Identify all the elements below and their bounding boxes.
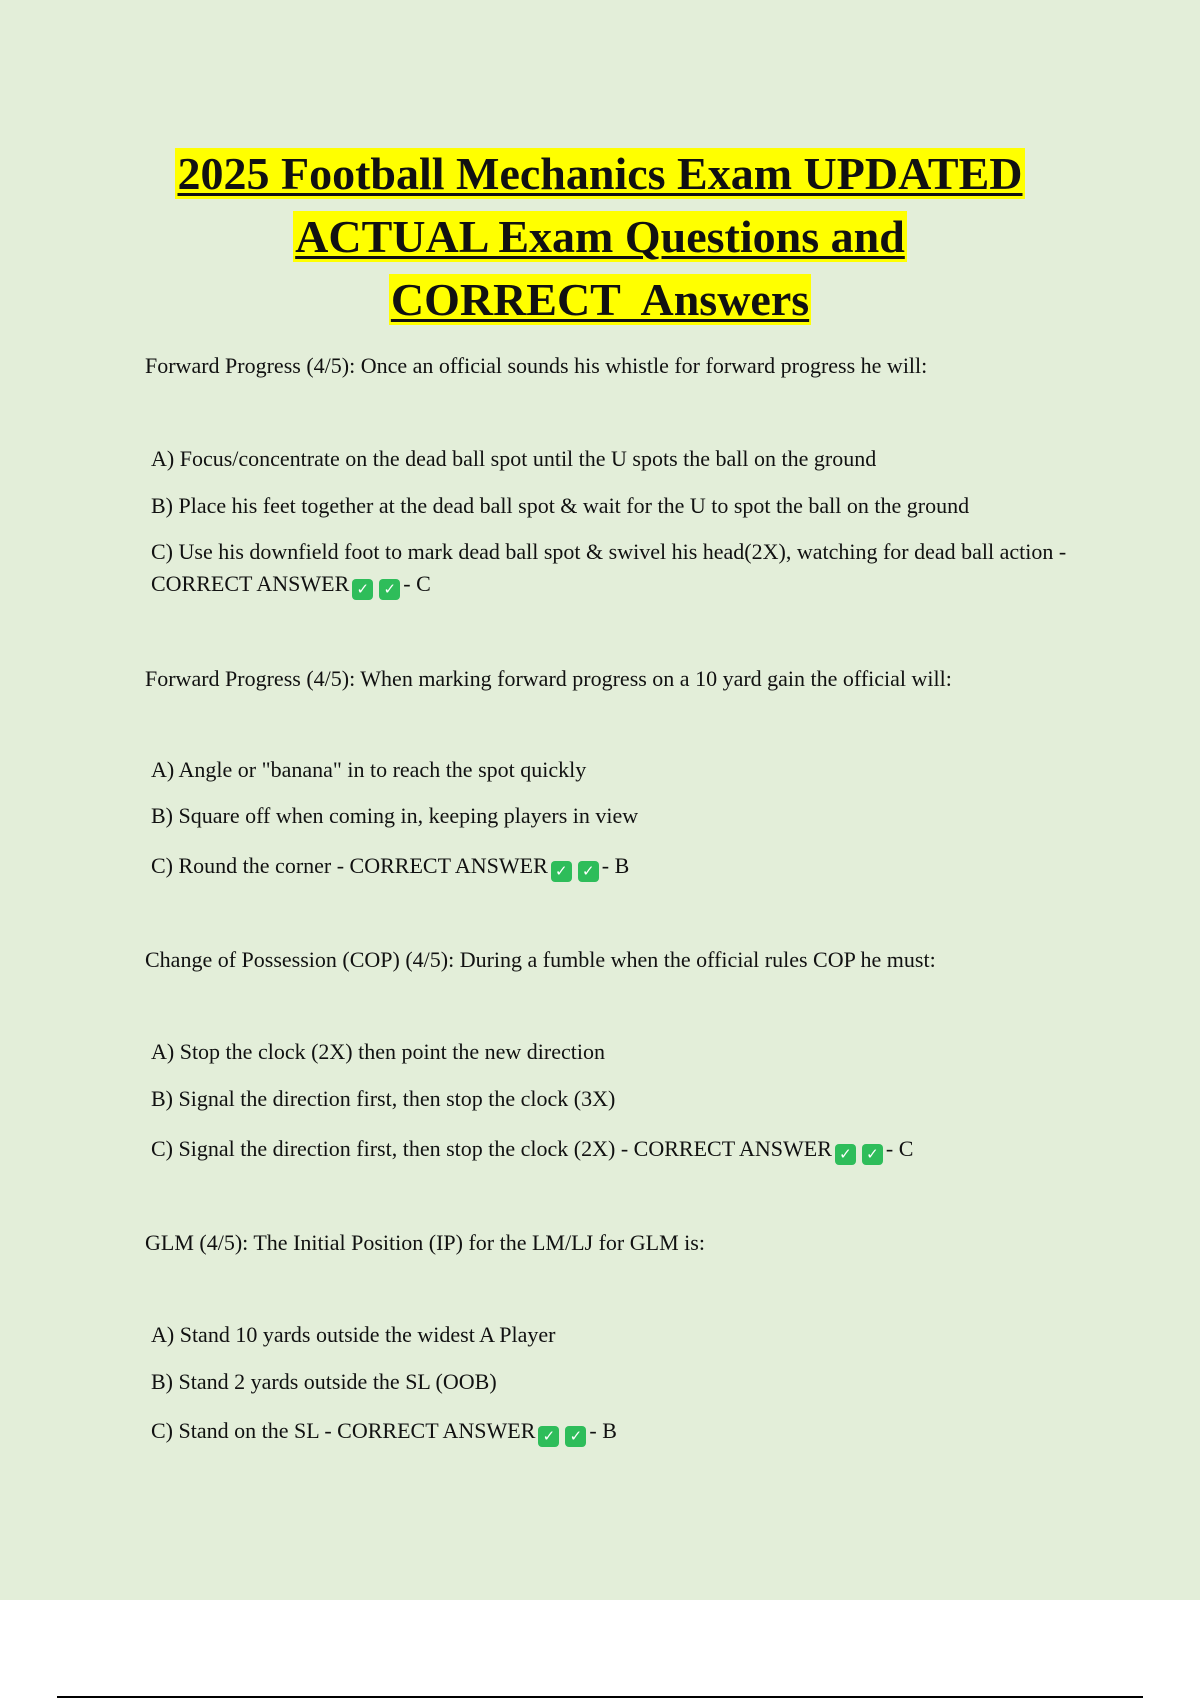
white-check-mark-icon: ✓ [538, 1426, 559, 1447]
question-prompt: Forward Progress (4/5): Once an official sounds his whistle for forward progress he will: [145, 353, 928, 378]
question-prompt: GLM (4/5): The Initial Position (IP) for the LM/LJ for GLM is: [145, 1230, 705, 1255]
answer-option: B) Signal the direction first, then stop the clock (3X) [151, 1086, 616, 1111]
answer-option-correct: C) Round the corner - CORRECT ANSWER ✓ ✓ - B [151, 853, 630, 880]
answer-option: A) Stop the clock (2X) then point the new direction [151, 1039, 605, 1064]
answer-option: A) Focus/concentrate on the dead ball spot until the U spots the ball on the ground [151, 446, 877, 471]
title-line: 2025 Football Mechanics Exam UPDATED [177, 148, 1023, 199]
title-line: ACTUAL Exam Questions and [295, 211, 905, 262]
white-check-mark-icon: ✓ [352, 579, 373, 600]
title-line: CORRECT Answers [390, 274, 810, 325]
answer-option-correct: C) Use his downfield foot to mark dead ball spot & swivel his head(2X), watching for dead ball action - CORRECT ANSWER ✓ ✓ - C [151, 539, 1067, 598]
document-title [110, 142, 1090, 331]
white-check-mark-icon: ✓ [862, 1144, 883, 1165]
white-check-mark-icon: ✓ [578, 861, 599, 882]
answer-option-correct: C) Stand on the SL - CORRECT ANSWER ✓ ✓ - B [151, 1418, 617, 1445]
answer-option: A) Angle or "banana" in to reach the spot quickly [151, 757, 587, 782]
white-check-mark-icon: ✓ [551, 861, 572, 882]
answer-option: B) Square off when coming in, keeping players in view [151, 803, 639, 828]
answer-option: B) Stand 2 yards outside the SL (OOB) [151, 1369, 497, 1394]
question-prompt: Change of Possession (COP) (4/5): During a fumble when the official rules COP he must: [145, 947, 936, 972]
answer-option: B) Place his feet together at the dead ball spot & wait for the U to spot the ball on the ground [151, 493, 970, 518]
white-check-mark-icon: ✓ [379, 579, 400, 600]
footer-divider [57, 1696, 1143, 1698]
white-check-mark-icon: ✓ [835, 1144, 856, 1165]
answer-option-correct: C) Signal the direction first, then stop the clock (2X) - CORRECT ANSWER ✓ ✓ - C [151, 1136, 914, 1163]
white-check-mark-icon: ✓ [565, 1426, 586, 1447]
question-prompt: Forward Progress (4/5): When marking forward progress on a 10 yard gain the official will: [145, 666, 952, 691]
answer-option: A) Stand 10 yards outside the widest A Player [151, 1322, 556, 1347]
